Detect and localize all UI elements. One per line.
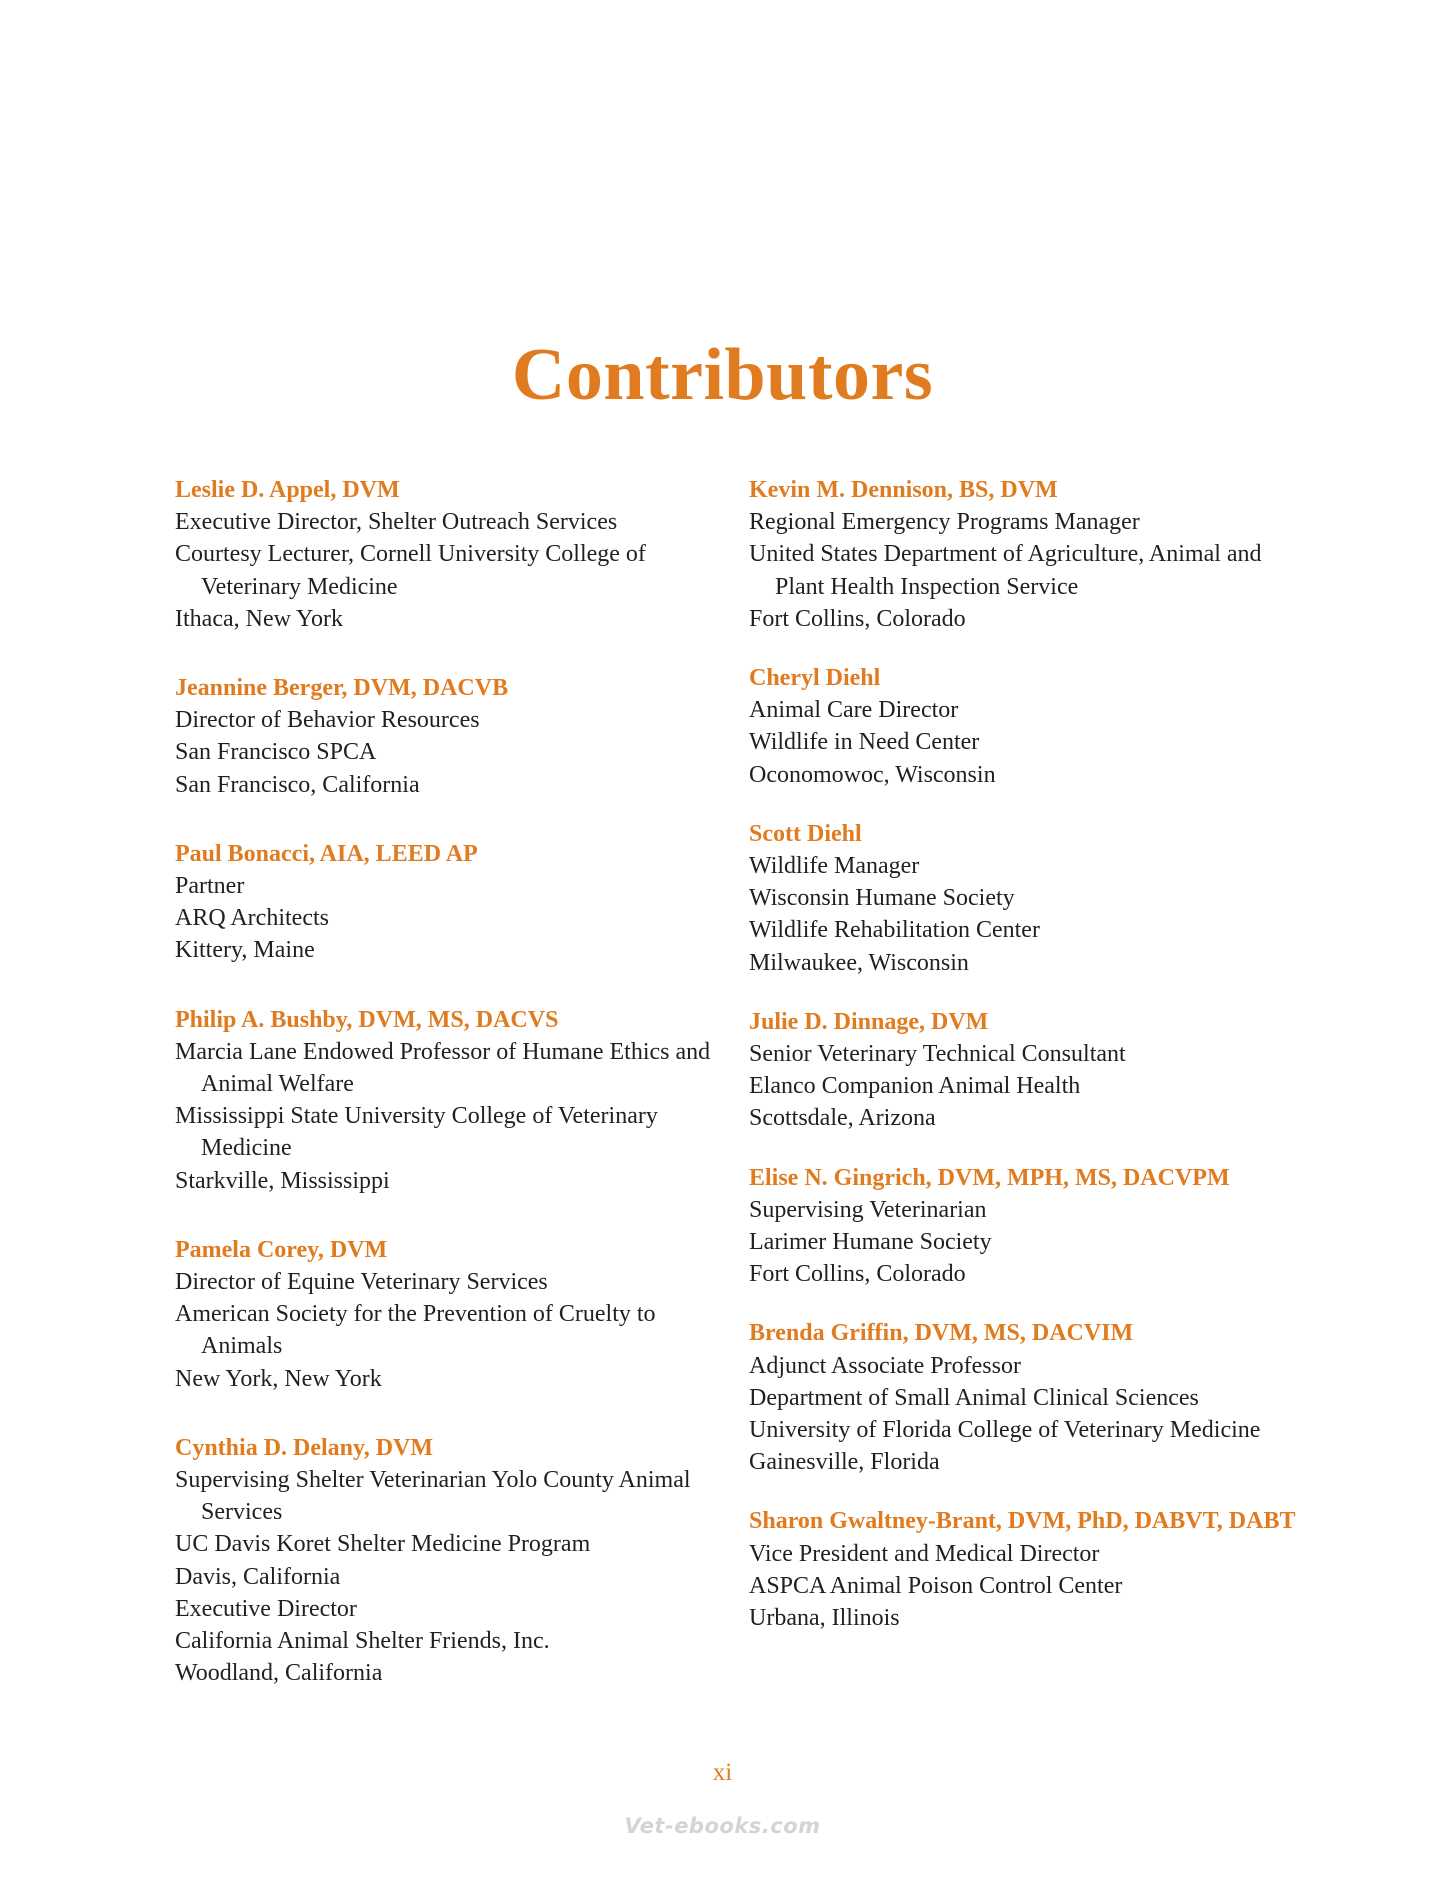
- contributor-name: Elise N. Gingrich, DVM, MPH, MS, DACVPM: [749, 1164, 1230, 1191]
- contributor-affiliation-line: Elanco Companion Animal Health: [749, 1073, 1081, 1100]
- contributor-name: Cheryl Diehl: [749, 665, 881, 692]
- contributor-affiliation-line: Scottsdale, Arizona: [749, 1105, 936, 1132]
- contributor-affiliation-line: Gainesville, Florida: [749, 1449, 940, 1476]
- contributor-affiliation-line: Courtesy Lecturer, Cornell University College of Veterinary Medicine: [175, 541, 646, 600]
- contributor-affiliation-line: American Society for the Prevention of Cruelty to Animals: [175, 1301, 656, 1360]
- watermark-logo: Vet-ebooks.com: [624, 1814, 821, 1838]
- contributor-entry: [175, 672, 735, 801]
- contributor-affiliation-line: Senior Veterinary Technical Consultant: [749, 1041, 1126, 1068]
- page-title: Contributors: [511, 333, 934, 416]
- contributor-affiliation-line: Executive Director, Shelter Outreach Services: [175, 509, 618, 536]
- contributor-name: Philip A. Bushby, DVM, MS, DACVS: [175, 1006, 559, 1033]
- contributor-affiliation-line: Wildlife Manager: [749, 853, 920, 880]
- contributor-entry: [175, 1234, 735, 1395]
- contributor-affiliation-line: San Francisco, California: [175, 771, 420, 798]
- contributor-name: Jeannine Berger, DVM, DACVB: [175, 675, 509, 702]
- contributor-name: Julie D. Dinnage, DVM: [749, 1008, 989, 1035]
- contributor-entry: [749, 1505, 1309, 1634]
- contributor-entry: [175, 838, 735, 967]
- contributor-affiliation-line: Director of Behavior Resources: [175, 707, 480, 734]
- contributor-affiliation-line: Partner: [175, 873, 245, 900]
- contributor-entry: [175, 474, 735, 635]
- contributor-affiliation-line: Ithaca, New York: [175, 605, 343, 632]
- contributor-name: Paul Bonacci, AIA, LEED AP: [175, 840, 478, 867]
- contributor-affiliation-line: UC Davis Koret Shelter Medicine Program: [175, 1531, 591, 1558]
- contributor-affiliation-line: United States Department of Agriculture, Animal and Plant Health Inspection Service: [749, 541, 1262, 600]
- contributor-affiliation-line: Woodland, California: [175, 1660, 383, 1687]
- contributor-affiliation-line: Animal Care Director: [749, 697, 959, 724]
- contributor-affiliation-line: Director of Equine Veterinary Services: [175, 1269, 548, 1296]
- contributor-entry: [749, 1317, 1309, 1478]
- contributor-entry: [175, 1432, 735, 1690]
- contributor-entry: [749, 1162, 1309, 1291]
- contributor-affiliation-line: Wildlife in Need Center: [749, 729, 980, 756]
- contributors-right-column: [749, 474, 1309, 1661]
- contributor-affiliation-line: Milwaukee, Wisconsin: [749, 949, 969, 976]
- contributor-affiliation-line: Davis, California: [175, 1563, 341, 1590]
- contributor-affiliation-line: Mississippi State University College of Veterinary Medicine: [175, 1103, 658, 1162]
- contributor-entry: [175, 1004, 735, 1197]
- contributor-affiliation-line: Urbana, Illinois: [749, 1605, 900, 1632]
- contributor-entry: [749, 474, 1309, 635]
- contributor-affiliation-line: Larimer Humane Society: [749, 1229, 992, 1256]
- contributor-affiliation-line: New York, New York: [175, 1365, 382, 1392]
- contributor-entry: [749, 1006, 1309, 1135]
- contributor-affiliation-line: Oconomowoc, Wisconsin: [749, 761, 996, 788]
- contributor-affiliation-line: Executive Director: [175, 1595, 357, 1622]
- contributor-affiliation-line: Starkville, Mississippi: [175, 1167, 390, 1194]
- contributors-left-column: [175, 474, 735, 1727]
- contributor-name: Brenda Griffin, DVM, MS, DACVIM: [749, 1320, 1134, 1347]
- contributor-name: Leslie D. Appel, DVM: [175, 477, 400, 503]
- contributor-name: Sharon Gwaltney-Brant, DVM, PhD, DABVT, DABT: [749, 1508, 1296, 1535]
- contributor-affiliation-line: Department of Small Animal Clinical Sciences: [749, 1384, 1199, 1411]
- contributor-name: Cynthia D. Delany, DVM: [175, 1434, 434, 1461]
- contributor-affiliation-line: San Francisco SPCA: [175, 739, 377, 766]
- contributor-affiliation-line: Regional Emergency Programs Manager: [749, 509, 1140, 536]
- contributor-affiliation-line: Wildlife Rehabilitation Center: [749, 917, 1040, 944]
- contributor-affiliation-line: Vice President and Medical Director: [749, 1540, 1100, 1567]
- contributor-affiliation-line: ARQ Architects: [175, 905, 329, 932]
- contributor-name: Kevin M. Dennison, BS, DVM: [749, 477, 1058, 503]
- contributor-name: Pamela Corey, DVM: [175, 1236, 388, 1263]
- page-number: xi: [712, 1759, 733, 1786]
- contributor-name: Scott Diehl: [749, 820, 862, 847]
- contributor-affiliation-line: Adjunct Associate Professor: [749, 1352, 1021, 1379]
- contributor-affiliation-line: Supervising Veterinarian: [749, 1196, 987, 1223]
- contributor-affiliation-line: Fort Collins, Colorado: [749, 1261, 966, 1288]
- contributor-affiliation-line: ASPCA Animal Poison Control Center: [749, 1572, 1123, 1599]
- contributor-affiliation-line: Kittery, Maine: [175, 937, 315, 964]
- contributor-entry: [749, 818, 1309, 979]
- contributor-affiliation-line: Supervising Shelter Veterinarian Yolo County Animal Services: [175, 1467, 691, 1526]
- contributor-affiliation-line: Wisconsin Humane Society: [749, 885, 1015, 912]
- contributor-affiliation-line: Fort Collins, Colorado: [749, 605, 966, 632]
- contributor-affiliation-line: Marcia Lane Endowed Professor of Humane Ethics and Animal Welfare: [175, 1038, 711, 1098]
- contributor-affiliation-line: University of Florida College of Veterinary Medicine: [749, 1417, 1261, 1444]
- contributor-entry: [749, 662, 1309, 791]
- contributor-affiliation-line: California Animal Shelter Friends, Inc.: [175, 1628, 550, 1655]
